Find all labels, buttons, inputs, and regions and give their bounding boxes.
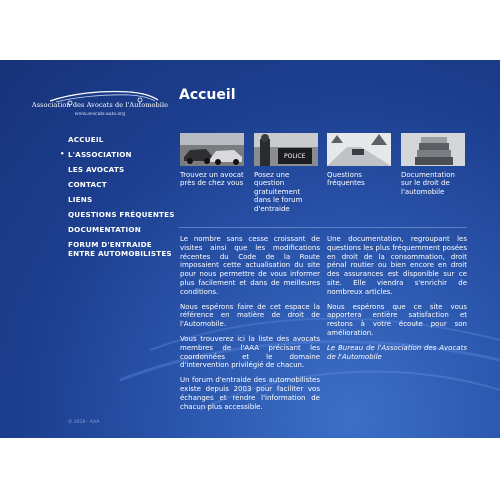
- tile-forum-question[interactable]: [254, 133, 318, 213]
- page-title: Accueil: [179, 87, 236, 103]
- intro-paragraph: Nous espérons que ce site vous apportera entière satisfaction et restons à votre écoute pour son amélioration.: [327, 302, 467, 337]
- intro-paragraph: Nous espérons faire de cet espace la référence en matière de droit de l'Automobile.: [180, 302, 320, 329]
- nav-item-label: FORUM D'ENTRAIDE ENTRE AUTOMOBILISTES: [68, 240, 172, 258]
- books-photo-icon: [401, 133, 465, 166]
- tile-label: Questions fréquentes: [327, 171, 365, 188]
- logo-url[interactable]: www.avocats-auto.org: [74, 112, 126, 117]
- intro-paragraph: Vous trouverez ici la liste des avocats membres de l'AAA précisant les coordonnées et le domaine d'intervention privilégié de chacun.: [180, 334, 320, 370]
- signature: Le Bureau de l'Association des Avocats de l'Automobile: [327, 343, 467, 361]
- nav-item-label: LIENS: [68, 195, 93, 204]
- intro-left-column: [180, 235, 320, 417]
- tile-faq[interactable]: [327, 133, 391, 188]
- snow-road-photo-icon: [327, 133, 391, 166]
- tile-documentation[interactable]: [401, 133, 465, 196]
- nav-item-label: CONTACT: [68, 180, 107, 189]
- police-photo-icon: [254, 133, 318, 166]
- nav-item-documentation[interactable]: [68, 225, 176, 234]
- nav-item-label: LES AVOCATS: [68, 165, 125, 174]
- nav-item-contact[interactable]: [68, 180, 176, 189]
- main-nav: [60, 135, 176, 264]
- nav-item-forum-d-entraide-entre-automobilistes[interactable]: [68, 240, 176, 258]
- nav-bullet-icon: •: [60, 150, 65, 158]
- tile-find-lawyer[interactable]: [180, 133, 244, 188]
- nav-item-liens[interactable]: [68, 195, 176, 204]
- police-sign: POLICE: [284, 153, 306, 160]
- section-divider: [179, 227, 467, 228]
- logo-name[interactable]: Association des Avocats de l'Automobile: [31, 101, 169, 109]
- intro-right-column: [327, 235, 467, 367]
- tile-label: Trouvez un avocat près de chez vous: [180, 171, 244, 188]
- copyright: © 2010 - AAA: [68, 420, 100, 425]
- nav-item-label: ACCUEIL: [68, 135, 104, 144]
- site-page: [0, 60, 500, 438]
- intro-paragraph: Une documentation, regroupant les questions les plus fréquemment posées en droit de la consommation, droit pénal routier ou bien encore en droit des assurances est disponible sur ce site. Elle viendra s'enrichir de nombreux articles.: [327, 235, 467, 296]
- nav-item-l-association[interactable]: [60, 150, 176, 159]
- tile-label: Posez une question gratuitement dans le forum d'entraide: [254, 171, 303, 213]
- intro-paragraph: Un forum d'entraide des automobilistes existe depuis 2003 pour faciliter vos échanges et rendre l'information de chacun plus accessible.: [180, 376, 320, 411]
- nav-item-les-avocats[interactable]: [68, 165, 176, 174]
- nav-item-accueil[interactable]: [68, 135, 176, 144]
- intro-paragraph: Le nombre sans cesse croissant de visites ainsi que les modifications récentes du Code de la Route imposaient cette actualisation du site pour nous permettre de vous informer plus facilement et dans de meilleures conditions.: [180, 235, 320, 296]
- nav-item-label: L'ASSOCIATION: [68, 150, 132, 159]
- nav-item-label: QUESTIONS FRÉQUENTES: [68, 210, 175, 219]
- nav-item-questions-fr-quentes[interactable]: [68, 210, 176, 219]
- tile-label: Documentation sur le droit de l'automobile: [401, 171, 455, 196]
- nav-item-label: DOCUMENTATION: [68, 225, 141, 234]
- car-crash-photo-icon: [180, 133, 244, 166]
